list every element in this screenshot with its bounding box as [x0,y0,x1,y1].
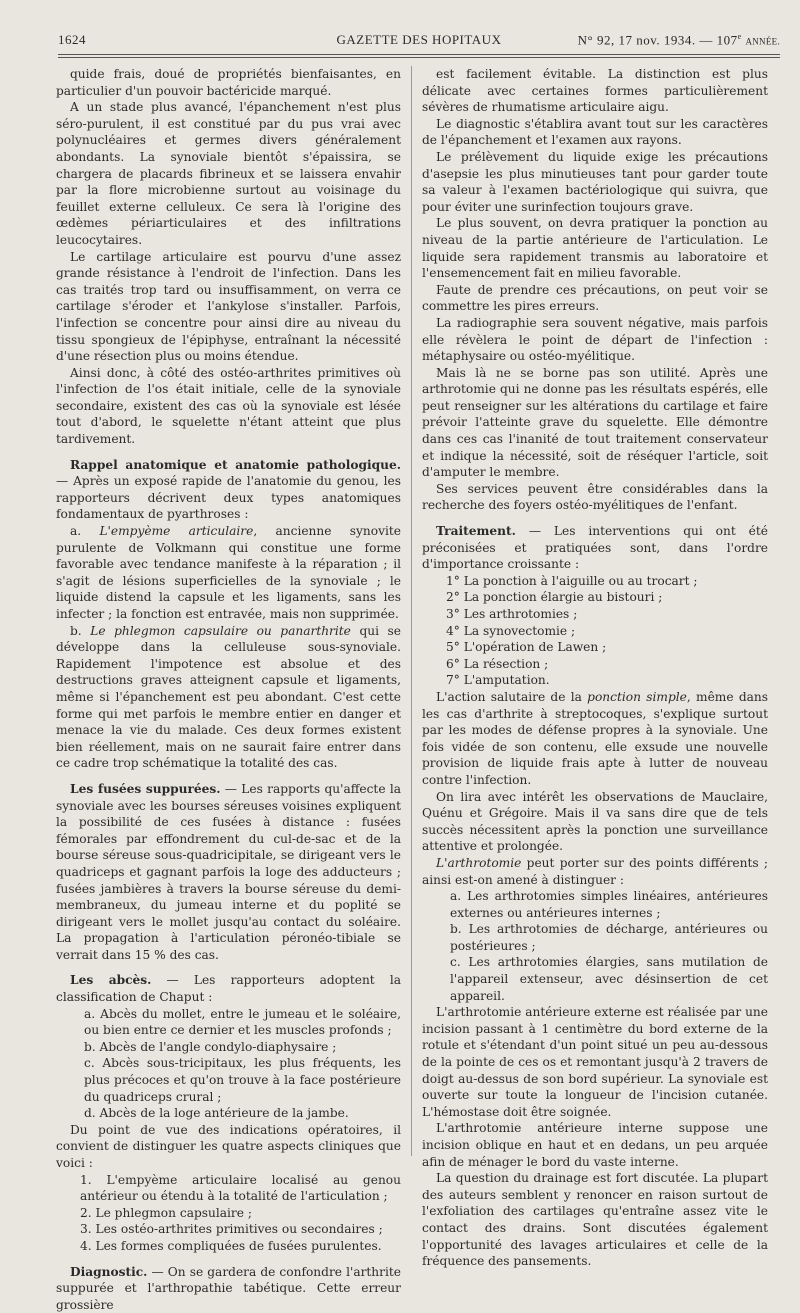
list-item [422,606,768,623]
paragraph-text: 2° La ponction élargie au bistouri ; [446,590,663,605]
section-heading: Les fusées suppurées. [70,781,221,796]
paragraph-text: , ancienne synovite purulente de Volkmann qui constitue une forme favorable avec tendance manifeste à la réparation ; il s'agit de lésions superficielles de la synoviale ; le liquide distend la capsule et les ligaments, sans les infecter ; la fonction est entravée, mais non supprimée. [56,524,401,621]
list-item [422,589,768,606]
list-item [422,639,768,656]
page-number: 1624 [58,32,86,47]
section-heading: Traitement. [436,524,516,539]
paragraph [56,365,401,448]
paragraph-text: Le prélèvement du liquide exige les précautions d'asepsie les plus minutieuses tant pour garder toute sa valeur à l'examen bactériologique qui suivra, que pour éviter une surinfection toujours grave. [422,149,768,214]
issue-number: N° 92, 17 nov. 1934. — 107 [577,32,738,48]
section-heading: Les abcès. [70,973,152,988]
paragraph [422,66,768,116]
section-heading: Rappel anatomique et anatomie pathologique. [70,457,401,472]
paragraph-text: 2. Le phlegmon capsulaire ; [80,1205,252,1220]
list-item [56,1238,401,1255]
list-item [56,1205,401,1222]
paragraph-text: peut porter sur des points différents ; ainsi est-on amené à distinguer : [422,855,768,887]
paragraph-text: Du point de vue des indications opératoires, il convient de distinguer les quatre aspects cliniques que voici : [56,1122,401,1170]
section-paragraph [56,457,401,523]
list-item [422,888,768,921]
list-item [422,623,768,640]
paragraph [422,789,768,855]
italic-term: L'empyème articulaire [99,524,254,539]
paragraph-text: Le diagnostic s'établira avant tout sur les caractères de l'épanchement et l'examen aux rayons. [422,116,768,148]
paragraph-text: Mais là ne se borne pas son utilité. Après une arthrotomie qui ne donne pas les résultats espérés, elle peut renseigner sur les altérations du cartilage et faire prévoir l'atteinte grave du squelette. Elle démontre dans ces cas l'inanité de tout traitement conservateur et indique la nécessité, soit de réséquer l'article, soit d'amputer le membre. [422,365,768,480]
paragraph-text: — Les rapports qu'affecte la synoviale avec les bourses séreuses voisines expliquent la possibilité de ces fusées à distance : fusées fémorales par effondrement du cul-de-sac et de la bourse séreuse sous-quadricipitale, se dirigeant vers le quadriceps et gagnant parfois la loge des adducteurs ; fusées jambières à travers la bourse séreuse du demi-membraneux, du jumeau interne et du poplité se dirigeant vers le mollet jusqu'au contact du soléaire. La propagation à l'articulation péronéo-tibiale se verrait dans 15 % des cas. [56,781,401,962]
paragraph [56,523,401,623]
paragraph-text: 4. Les formes compliquées de fusées purulentes. [80,1238,382,1253]
section-paragraph [56,972,401,1005]
paragraph-text: a. Les arthrotomies simples linéaires, antérieures externes ou antérieures internes ; [450,889,768,920]
section-gap [56,963,401,972]
paragraph-text: A un stade plus avancé, l'épanchement n'est plus séro-purulent, il est constitué par du pus vrai avec polynucléaires et germes divers généralement abondants. La synoviale bientôt s'épaissira, se chargera de placards fibrineux et se laissera envahir par la flore microbienne surtout au voisinage du feuillet externe celluleux. Ce sera là l'origine des œdèmes périarticulaires et des infiltrations leucocytaires. [56,100,401,247]
paragraph [422,689,768,789]
paragraph-text: — Après un exposé rapide de l'anatomie du genou, les rapporteurs décrivent deux types anatomiques fondamentaux de pyarthroses : [56,474,401,522]
paragraph-text: 7° L'amputation. [446,673,550,688]
paragraph-text: 1. L'empyème articulaire localisé au genou antérieur ou étendu à la totalité de l'articulation ; [80,1172,401,1204]
paragraph-text: , même dans les cas d'arthrite à streptocoques, s'explique surtout par les modes de défense propres à la synoviale. Une fois vidée de son contenu, elle exsude une nouvelle provision de liquide frais apte à lutter de nouveau contre l'infection. [422,689,769,787]
issue-year: ANNÉE. [745,36,780,47]
paragraph-text: a. Abcès du mollet, entre le jumeau et le soléaire, ou bien entre ce dernier et les muscles profonds ; [84,1006,401,1038]
list-item [422,573,768,590]
paragraph-text: Le plus souvent, on devra pratiquer la ponction au niveau de la partie antérieure de l'articulation. Le liquide sera rapidement transmis au laboratoire et l'ensemencement fait en milieu favorable. [422,216,768,281]
paragraph-text: 3. Les ostéo-arthrites primitives ou secondaires ; [80,1222,383,1237]
paragraph-text: d. Abcès de la loge antérieure de la jambe. [84,1106,349,1121]
paragraph-text: 4° La synovectomie ; [446,623,576,638]
list-item [56,1105,401,1122]
paragraph [422,215,768,281]
paragraph [56,1122,401,1172]
section-gap [56,448,401,457]
issue-sup: e [737,32,742,41]
italic-term: Le phlegmon capsulaire ou panarthrite [90,623,351,638]
paragraph-text: qui se développe dans la celluleuse sous-synoviale. Rapidement l'impotence est absolue et des destructions graves atteignent capsule et ligaments, même si l'épanchement est peu abondant. C'est cette forme qui met parfois le membre entier en danger et menace la vie du malade. Ces deux formes existent bien réellement, mais on ne saurait faire entrer dans ce cadre trop schématique la totalité des cas. [56,623,402,771]
paragraph [422,1170,768,1270]
list-item [56,1055,401,1105]
paragraph-text: b. Abcès de l'angle condylo-diaphysaire ; [84,1039,337,1054]
paragraph-text: a. [70,524,100,539]
list-item [422,672,768,689]
paragraph-text: c. Les arthrotomies élargies, sans mutilation de l'appareil extenseur, avec désinsertion de cet appareil. [450,955,768,1003]
paragraph [422,855,768,888]
paragraph-text: On lira avec intérêt les observations de Mauclaire, Quénu et Grégoire. Mais il va sans dire que de tels succès nécessitent après la ponction une surveillance attentive et prolongée. [422,789,768,854]
paragraph [422,149,768,215]
paragraph-text: — On se gardera de confondre l'arthrite suppurée et l'arthropathie tabétique. Cette erreur grossière [56,1264,401,1312]
section-paragraph [422,523,768,573]
section-paragraph [56,781,401,964]
list-item [56,1039,401,1056]
list-item [56,1172,401,1205]
paragraph-text: 3° Les arthrotomies ; [446,607,578,621]
journal-title: GAZETTE DES HOPITAUX [336,32,502,47]
paragraph [56,249,401,365]
issue-info [578,32,780,48]
paragraph [422,481,768,514]
paragraph-text: Ainsi donc, à côté des ostéo-arthrites primitives où l'infection de l'os était initiale, celle de la synoviale secondaire, existent des cas où la synoviale est lésée tout d'abord, le squelette n'étant atteint que plus tardivement. [56,365,401,447]
section-heading: Diagnostic. [70,1264,148,1279]
list-item [422,921,768,954]
right-column [422,66,768,1270]
paragraph [422,1004,768,1120]
paragraph [56,99,401,248]
paragraph-text: — Les rapporteurs adoptent la classification de Chaput : [56,973,401,1005]
column-divider [411,66,412,1156]
paragraph-text: c. Abcès sous-tricipitaux, les plus fréquents, les plus précoces et qu'on trouve à la face postérieure du quadriceps crural ; [84,1056,401,1104]
paragraph [422,282,768,315]
paragraph-text: Faute de prendre ces précautions, on peut voir se commettre les pires erreurs. [422,282,768,314]
running-header [58,30,780,52]
paragraph-text: L'action salutaire de la [436,689,588,704]
paragraph-text: La question du drainage est fort discutée. La plupart des auteurs semblent y renoncer en raison surtout de l'exfoliation des cartilages qu'entraîne assez vite le contact des drains. Sont discutées également l'opportunité des lavages articulaires et celle de la fréquence des pansements. [422,1171,768,1269]
paragraph-text: 6° La résection ; [446,656,549,671]
list-item [56,1006,401,1039]
paragraph [422,365,768,481]
section-gap [56,1255,401,1264]
paragraph-text: b. Les arthrotomies de décharge, antérieures ou postérieures ; [450,922,768,953]
paragraph-text: Ses services peuvent être considérables dans la recherche des foyers ostéo-myélitiques de l'enfant. [422,481,768,513]
left-column [56,66,401,1313]
header-rule-2 [58,57,780,58]
section-gap [422,514,768,523]
italic-term: L'arthrotomie [436,855,522,870]
paragraph-text: quide frais, doué de propriétés bienfaisantes, en particulier d'un pouvoir bactéricide marqué. [56,67,401,98]
list-item [422,954,768,1004]
section-paragraph [56,1264,401,1313]
paragraph [56,66,401,99]
section-gap [56,772,401,781]
paragraph-text: est facilement évitable. La distinction est plus délicate avec certaines formes particulièrement sévères de rhumatisme articulaire aigu. [422,67,768,115]
paragraph-text: b. [70,623,91,638]
paragraph [422,116,768,149]
paragraph-text: L'arthrotomie antérieure externe est réalisée par une incision passant à 1 centimètre du bord externe de la rotule et s'étendant d'un point situé un peu au-dessous de la pointe de ces os et remontant jusqu'à 2 travers de doigt au-dessus de son bord supérieur. La synoviale est ouverte sur toute la longueur de l'incision cutanée. L'hémostase doit être soignée. [422,1005,768,1119]
paragraph [422,315,768,365]
paragraph-text: 1° La ponction à l'aiguille ou au trocart ; [446,573,698,588]
paragraph-text: Le cartilage articulaire est pourvu d'une assez grande résistance à l'endroit de l'infection. Dans les cas traités trop tard ou insuffisamment, on verra ce cartilage s'éroder et l'ankylose s'installer. Parfois, l'infection se concentre pour ainsi dire au niveau du tissu spongieux de l'épiphyse, entraînant la nécessité d'une résection plus ou moins étendue. [56,249,401,364]
paragraph-text: — Les interventions qui ont été préconisées et pratiquées sont, dans l'ordre d'importance croissante : [422,524,768,572]
list-item [56,1221,401,1238]
paragraph-text: L'arthrotomie antérieure interne suppose une incision oblique en haut et en dedans, un peu arquée afin de ménager le bord du vaste interne. [422,1121,768,1169]
paragraph [422,1120,768,1170]
paragraph [56,623,401,772]
list-item [422,656,768,673]
paragraph-text: 5° L'opération de Lawen ; [446,640,607,655]
italic-term: ponction simple [587,689,687,704]
header-rule [58,54,780,55]
paragraph-text: La radiographie sera souvent négative, mais parfois elle révèlera le point de départ de l'infection : métaphysaire ou ostéo-myélitique. [422,315,768,364]
